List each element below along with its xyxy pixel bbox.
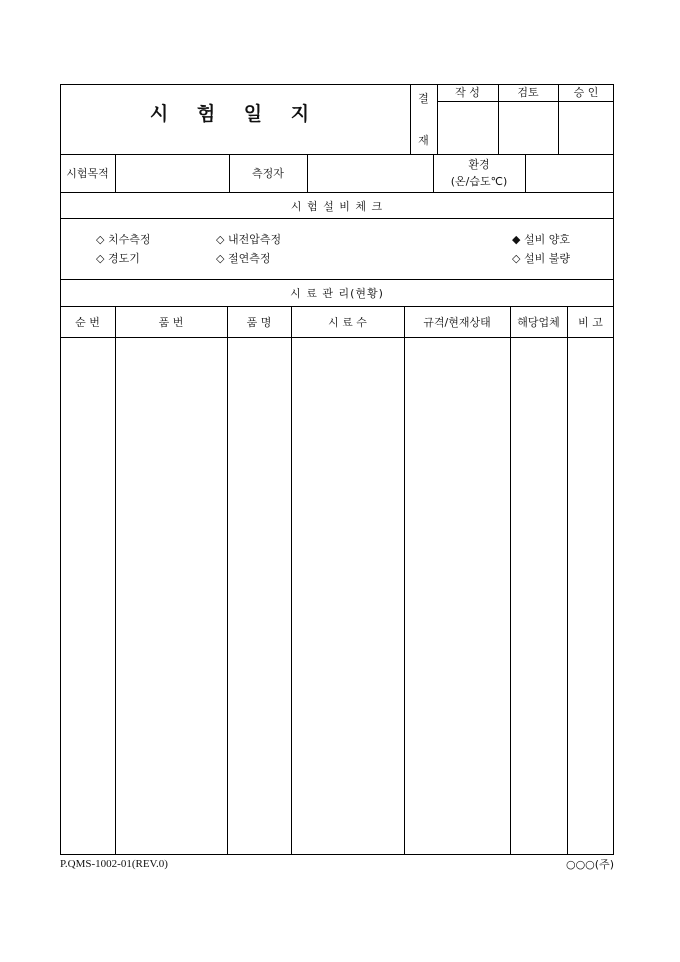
equipment-check-title: 시 험 설 비 체 크 (290, 200, 384, 213)
status-equipment-bad[interactable]: ◇ 설비 불량 (512, 252, 570, 265)
status-equipment-good[interactable]: ◆ 설비 양호 (512, 233, 570, 246)
page-title: 시 험 일 지 (149, 103, 321, 125)
divider (60, 306, 614, 307)
column-header-remarks: 비 고 (578, 316, 603, 329)
option-dimension-measure[interactable]: ◇ 치수측정 (96, 233, 151, 246)
approval-label-bottom: 재 (418, 134, 429, 147)
env-label-line1: 환경 (468, 158, 490, 171)
column-header-vendor: 해당업체 (517, 316, 560, 329)
approval-col-reviewer: 검토 (517, 86, 539, 99)
column-header-spec-status: 규격/현재상태 (423, 316, 491, 329)
column-header-part-name: 품 명 (246, 316, 272, 329)
signature-approver-cell[interactable] (559, 102, 614, 154)
form-code: P.QMS-1002-01(REV.0) (60, 858, 168, 870)
signature-writer-cell[interactable] (438, 102, 498, 154)
env-field[interactable] (526, 155, 614, 192)
company-name: ○○○(주) (565, 858, 614, 871)
purpose-label: 시험목적 (66, 167, 109, 180)
signature-reviewer-cell[interactable] (499, 102, 558, 154)
divider (60, 218, 614, 219)
column-header-sample-count: 시 료 수 (328, 316, 367, 329)
option-withstand-voltage[interactable]: ◇ 내전압측정 (216, 233, 282, 246)
purpose-field[interactable] (116, 155, 229, 192)
divider (60, 192, 614, 193)
column-header-seq: 순 번 (75, 316, 100, 329)
option-hardness-tester[interactable]: ◇ 경도기 (96, 252, 140, 265)
sample-mgmt-title: 시 료 관 리(현황) (290, 287, 384, 300)
option-insulation-measure[interactable]: ◇ 절연측정 (216, 252, 271, 265)
approval-label-top: 결 (418, 92, 429, 105)
approval-col-approver: 승 인 (573, 86, 599, 99)
divider (60, 279, 614, 280)
measurer-field[interactable] (308, 155, 433, 192)
measurer-label: 측정자 (252, 167, 284, 180)
approval-col-writer: 작 성 (455, 86, 480, 99)
column-header-part-no: 품 번 (158, 316, 184, 329)
sample-table-body[interactable] (61, 338, 613, 854)
env-label-line2: (온/습도℃) (450, 175, 508, 188)
